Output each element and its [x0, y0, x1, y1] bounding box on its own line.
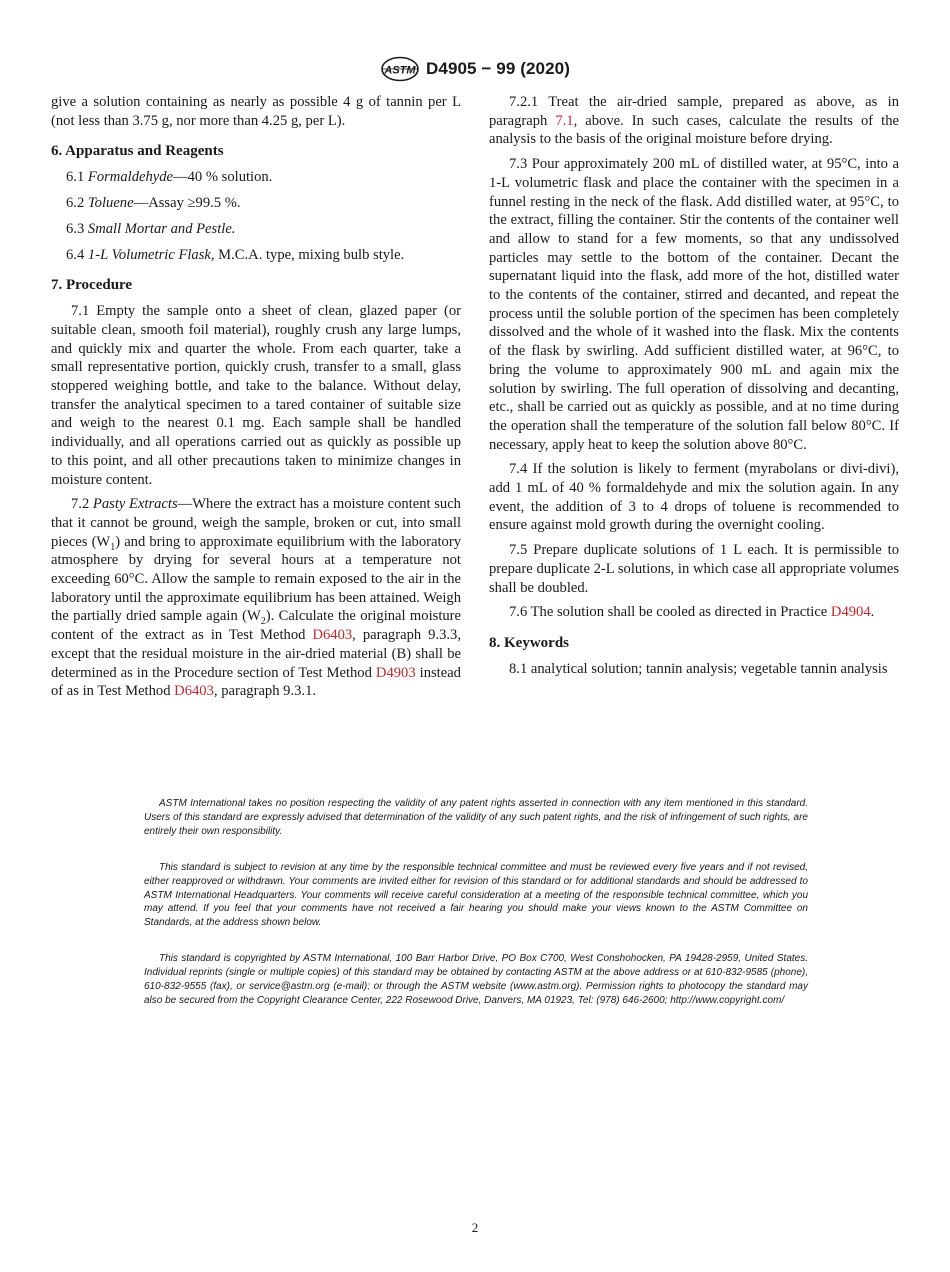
paragraph-7-1: 7.1 Empty the sample onto a sheet of clean, glazed paper (or suitable clean, smooth foil material), roughly crush any large lumps, and quickly mix and quarter the whole. From each quarter, take a small representative portion, quickly crush, transfer to a small, glass stoppered weighing bottle, and take to the balance. Without delay, transfer the analytical specimen to a tared container of suitable size and weigh to the nearest 0.1 mg. Each sample shall be handled individually, and all operations carried out as quickly as possible up to this point, and all other precautions taken to minimize changes in moisture content.: [51, 303, 461, 488]
copyright-notice: This standard is copyrighted by ASTM International, 100 Barr Harbor Drive, PO Box C700, West Conshohocken, PA 19428-2959, United States. Individual reprints (single or multiple copies) of this standard may be obtained by contacting ASTM at the above address or at 610-832-9585 (phone), 610-832-9555 (fax), or service@astm.org (e-mail); or through the ASTM website (www.astm.org). Permission rights to photocopy the standard may also be secured from the Copyright Clearance Center, 222 Rosewood Drive, Danvers, MA 01923, Tel: (978) 646-2600; http://www.copyright.com/: [144, 953, 808, 1006]
standard-designation: D4905 − 99 (2020): [426, 59, 570, 78]
astm-logo-icon: [380, 56, 420, 82]
link-d6403[interactable]: D6403: [312, 627, 353, 644]
section-6-heading: 6. Apparatus and Reagents: [51, 143, 224, 160]
continuation-paragraph: give a solution containing as nearly as possible 4 g of tannin per L (not less than 3.75 g, nor more than 4.25 g, per L).: [51, 94, 461, 129]
patent-notice: ASTM International takes no position respecting the validity of any patent rights asserted in connection with any item mentioned in this standard. Users of this standard are expressly advised that determination of the validity of any such patent rights, and the risk of infringement of such rights, are entirely their own responsibility.: [144, 798, 808, 837]
paragraph-7-2-1: 7.2.1 Treat the air-dried sample, prepared as above, as in paragraph 7.1, above. In such cases, calculate the results of the analysis to the basis of the original moisture before drying.: [489, 94, 899, 148]
link-7-1[interactable]: 7.1: [555, 112, 574, 129]
item-6-4: 6.4 1-L Volumetric Flask, M.C.A. type, mixing bulb style.: [66, 246, 405, 263]
paragraph-8-1: 8.1 analytical solution; tannin analysis; vegetable tannin analysis: [509, 660, 888, 677]
page-header: [0, 55, 950, 83]
left-column: [51, 93, 461, 707]
page-number: 2: [471, 1220, 479, 1235]
section-7-heading: 7. Procedure: [51, 277, 133, 294]
link-d6403-second[interactable]: D6403: [174, 683, 214, 700]
item-6-3: 6.3 Small Mortar and Pestle.: [66, 220, 236, 237]
paragraph-7-2: 7.2 Pasty Extracts—Where the extract has a moisture content such that it cannot be ground, weigh the sample, broken or cut, into small pieces $(W_1)$ and bring to approximate equilibrium with the laboratory atmosphere by drying for several hours at a temperature not exceeding 60°C. Allow the sample to remain exposed to the air in the laboratory until the approximate equilibrium has been attained. Weigh the partially dried sample again $(W_2)$. Calculate the original moisture content of the extract as in Test Method D6403, paragraph 9.3.3, except that the residual moisture in the air-dried material (B) shall be determined as in the Procedure section of Test Method D4903 instead of as in Test Method D6403, paragraph 9.3.1.: [51, 496, 462, 700]
paragraph-7-4: 7.4 If the solution is likely to ferment (myrabolans or divi-divi), add 1 mL of 40 % formaldehyde and mix the solution again. In any event, the addition of 3 to 4 drops of toluene is recommended to ensure against mold growth during the overnight cooling.: [489, 461, 899, 534]
paragraph-7-5: 7.5 Prepare duplicate solutions of 1 L each. It is permissible to prepare duplicate 2-L solutions, in which case all appropriate volumes shall be doubled.: [489, 542, 899, 596]
paragraph-7-6: 7.6 The solution shall be cooled as directed in Practice D4904.: [509, 604, 875, 621]
item-6-1: 6.1 Formaldehyde—40 % solution.: [66, 169, 273, 186]
footer-notes: [144, 797, 808, 1030]
link-d4904[interactable]: D4904: [830, 604, 871, 621]
link-d4903[interactable]: D4903: [375, 664, 416, 681]
item-6-2: 6.2 Toluene—Assay ≥99.5 %.: [66, 195, 241, 212]
right-column: [489, 93, 899, 685]
section-8-heading: 8. Keywords: [489, 634, 569, 651]
svg-text:ASTM: ASTM: [384, 64, 416, 77]
paragraph-7-3: 7.3 Pour approximately 200 mL of distilled water, at 95°C, into a 1-L volumetric flask and place the container with the specimen in a funnel resting in the neck of the flask. Add distilled water, at 95°C, to the extract, filling the container. Stir the contents of the container well and allow to stand for a few moments, so that any undissolved particles may settle to the bottom of the container. Decant the supernatant liquid into the flask, add more of the hot, distilled water to the contents of the container, stirred and decanted, and repeat the process until the soluble portion of the specimen has been completely dissolved and the whole of it washed into the flask. Mix the contents of the flask by swirling. Add sufficient distilled water, at 96°C, to bring the volume to approximately 900 mL and again mix the solution by swirling. The full operation of dissolving and decanting, etc., shall be carried out as quickly as possible, and at no time during the operation shall the temperature of the solution fall below 80°C. If necessary, apply heat to keep the solution above 80°C.: [489, 156, 899, 453]
revision-notice: This standard is subject to revision at any time by the responsible technical committee and must be reviewed every five years and if not revised, either reapproved or withdrawn. Your comments are invited either for revision of this standard or for additional standards and should be addressed to ASTM International Headquarters. Your comments will receive careful consideration at a meeting of the responsible technical committee, which you may attend. If you feel that your comments have not received a fair hearing you should make your views known to the ASTM Committee on Standards, at the address shown below.: [144, 861, 808, 929]
